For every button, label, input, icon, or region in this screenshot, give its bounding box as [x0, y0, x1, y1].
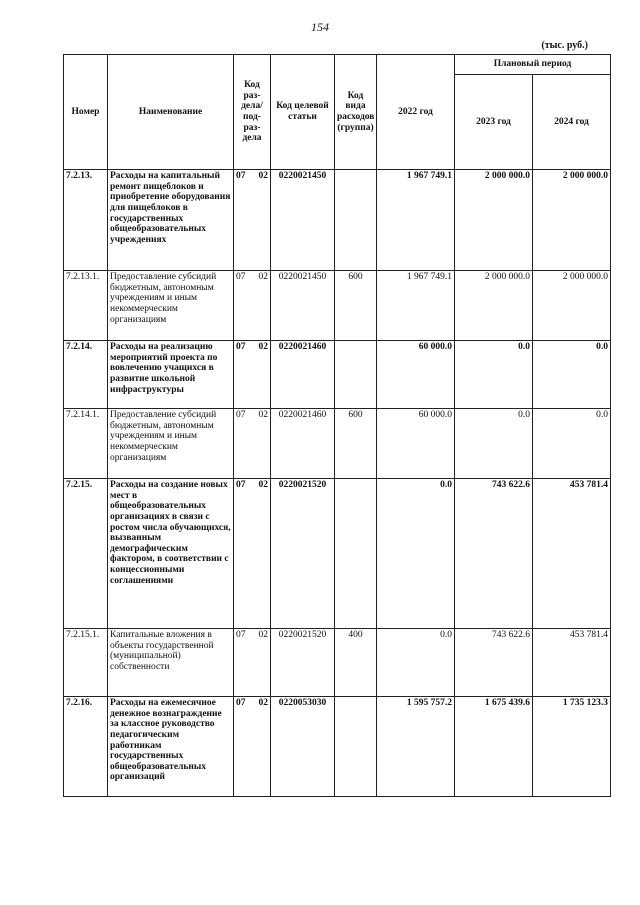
row-name: Капитальные вложения в объекты государственной (муниципальной) собственности	[108, 629, 234, 697]
row-subsection-code: 02	[258, 272, 268, 282]
row-section-code: 07	[236, 171, 246, 181]
row-expense	[335, 170, 377, 271]
row-section-code: 07	[236, 272, 246, 282]
table-row	[64, 697, 611, 797]
row-name: Расходы на создание новых мест в общеобразовательных организациях в связи с ростом числа обучающихся, вызванным демографическим фактором, в соответствии с концессионными соглашениями	[108, 479, 234, 629]
row-name: Предоставление субсидий бюджетным, автономным учреждениям и иным некоммерческим организациям	[108, 409, 234, 479]
row-section-code: 07	[236, 698, 246, 708]
row-subsection-code: 02	[258, 630, 268, 640]
row-2022: 1 967 749.1	[377, 170, 455, 271]
row-number: 7.2.13.1.	[64, 271, 108, 341]
row-target: 0220021520	[271, 479, 335, 629]
row-section-code: 07	[236, 342, 246, 352]
row-section	[234, 409, 271, 479]
header-section: Код раз-дела/ под-раз-дела	[234, 55, 271, 170]
row-target: 0220021460	[271, 341, 335, 409]
table-row	[64, 341, 611, 409]
row-target: 0220021520	[271, 629, 335, 697]
table-row	[64, 271, 611, 341]
row-name: Предоставление субсидий бюджетным, автономным учреждениям и иным некоммерческим организациям	[108, 271, 234, 341]
row-section	[234, 629, 271, 697]
row-target: 0220053030	[271, 697, 335, 797]
header-planned: Плановый период	[455, 55, 611, 75]
table-row	[64, 170, 611, 271]
row-section	[234, 170, 271, 271]
row-number: 7.2.15.	[64, 479, 108, 629]
row-expense	[335, 479, 377, 629]
row-subsection-code: 02	[258, 480, 268, 490]
row-2022: 60 000.0	[377, 409, 455, 479]
row-subsection-code: 02	[258, 342, 268, 352]
row-expense: 400	[335, 629, 377, 697]
row-2024: 2 000 000.0	[533, 170, 611, 271]
row-section-code: 07	[236, 410, 246, 420]
row-number: 7.2.14.1.	[64, 409, 108, 479]
row-2023: 0.0	[455, 341, 533, 409]
row-2024: 453 781.4	[533, 629, 611, 697]
row-subsection-code: 02	[258, 171, 268, 181]
row-section	[234, 697, 271, 797]
header-target: Код целевой статьи	[271, 55, 335, 170]
row-2024: 0.0	[533, 409, 611, 479]
row-2023: 0.0	[455, 409, 533, 479]
table-body	[64, 170, 611, 797]
row-name: Расходы на ежемесячное денежное вознаграждение за классное руководство педагогическим работникам государственных общеобразовательных организаций	[108, 697, 234, 797]
page-number: 154	[311, 20, 329, 34]
row-2022: 60 000.0	[377, 341, 455, 409]
row-subsection-code: 02	[258, 698, 268, 708]
row-target: 0220021450	[271, 170, 335, 271]
header-number: Номер	[64, 55, 108, 170]
row-section-code: 07	[236, 630, 246, 640]
table-row	[64, 479, 611, 629]
row-expense: 600	[335, 409, 377, 479]
row-expense	[335, 341, 377, 409]
row-2024: 0.0	[533, 341, 611, 409]
row-number: 7.2.13.	[64, 170, 108, 271]
header-2024: 2024 год	[533, 75, 611, 170]
table-row	[64, 409, 611, 479]
row-section	[234, 479, 271, 629]
row-target: 0220021450	[271, 271, 335, 341]
row-2023: 2 000 000.0	[455, 271, 533, 341]
row-section-code: 07	[236, 480, 246, 490]
row-2023: 743 622.6	[455, 629, 533, 697]
row-2024: 2 000 000.0	[533, 271, 611, 341]
row-2022: 0.0	[377, 479, 455, 629]
row-section	[234, 271, 271, 341]
row-number: 7.2.15.1.	[64, 629, 108, 697]
row-expense: 600	[335, 271, 377, 341]
row-number: 7.2.14.	[64, 341, 108, 409]
row-section	[234, 341, 271, 409]
row-2023: 743 622.6	[455, 479, 533, 629]
units-label: (тыс. руб.)	[541, 40, 588, 51]
row-number: 7.2.16.	[64, 697, 108, 797]
header-name: Наименование	[108, 55, 234, 170]
table-row	[64, 629, 611, 697]
row-name: Расходы на реализацию мероприятий проекта по вовлечению учащихся в развитие школьной инфраструктуры	[108, 341, 234, 409]
row-2022: 0.0	[377, 629, 455, 697]
row-2024: 1 735 123.3	[533, 697, 611, 797]
row-name: Расходы на капитальный ремонт пищеблоков и приобретение оборудования для пищеблоков в государственных общеобразовательных учреждениях	[108, 170, 234, 271]
row-2022: 1 595 757.2	[377, 697, 455, 797]
row-subsection-code: 02	[258, 410, 268, 420]
row-2023: 2 000 000.0	[455, 170, 533, 271]
header-2022: 2022 год	[377, 55, 455, 170]
header-expense: Код вида расходов (группа)	[335, 55, 377, 170]
row-2024: 453 781.4	[533, 479, 611, 629]
budget-table	[63, 54, 611, 797]
row-2022: 1 967 749.1	[377, 271, 455, 341]
row-expense	[335, 697, 377, 797]
header-2023: 2023 год	[455, 75, 533, 170]
row-target: 0220021460	[271, 409, 335, 479]
row-2023: 1 675 439.6	[455, 697, 533, 797]
